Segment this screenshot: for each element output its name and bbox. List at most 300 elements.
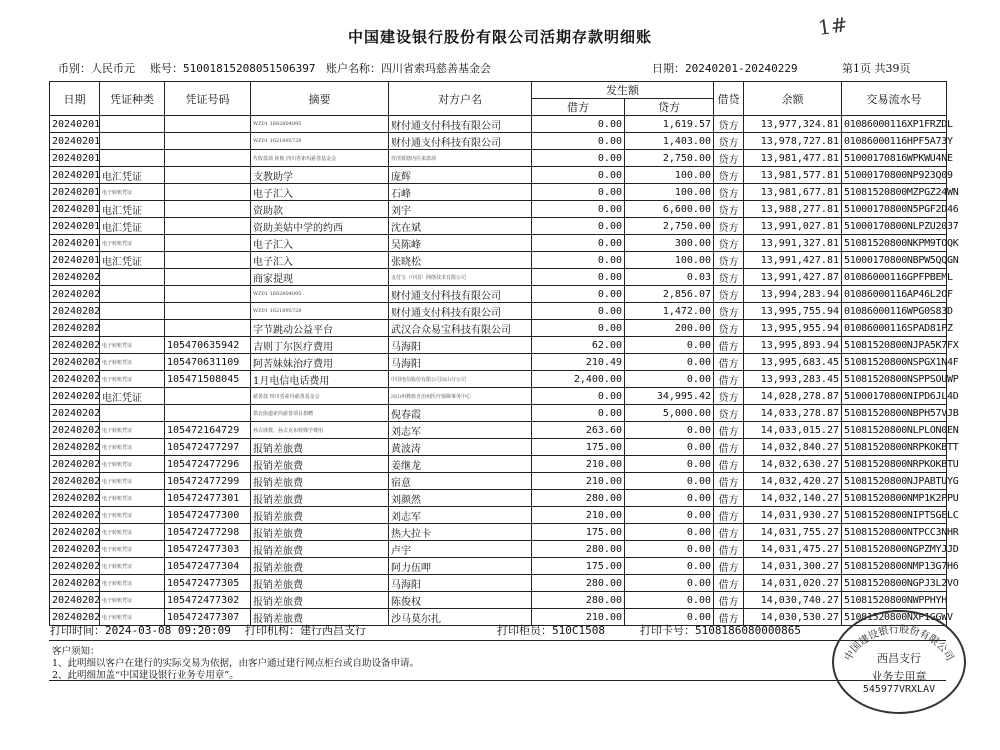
cell-balance: 13,978,727.81 [744,133,842,150]
cell-date: 20240202 [50,473,100,490]
cell-flow-no: 51081520800NKPM9TOQK [842,235,947,252]
account-name: 账户名称：四川省索玛慈善基金会 [326,62,491,75]
col-summary: 摘要 [251,82,389,116]
cell-credit: 1,619.57 [625,116,714,133]
cell-voucher-no: 105470631109 [165,354,251,371]
cell-counterparty: 凉山州彝族自治州医疗保障事务中心 [389,388,532,405]
cell-debit: 210.49 [532,354,625,371]
cell-counterparty: 陈俊权 [389,592,532,609]
cell-balance: 13,994,283.94 [744,286,842,303]
date-range: 日期：20240201-20240229 [652,62,798,75]
cell-dc: 贷方 [714,252,744,269]
cell-credit: 0.00 [625,558,714,575]
cell-voucher-no: 105470635942 [165,337,251,354]
cell-dc: 贷方 [714,150,744,167]
cell-counterparty: 武汉合众易宝科技有限公司 [389,320,532,337]
cell-date: 20240201 [50,201,100,218]
table-row [50,133,947,150]
cell-credit: 0.03 [625,269,714,286]
cell-credit: 0.00 [625,490,714,507]
cell-flow-no: 01086000116WPG0S83D [842,303,947,320]
table-row [50,388,947,405]
cell-counterparty: 马海阳 [389,575,532,592]
table-row [50,167,947,184]
cell-summary: 商家提现 [251,269,389,286]
cell-debit: 175.00 [532,439,625,456]
cell-flow-no: 51081520800NBPH57VJB [842,405,947,422]
table-row [50,303,947,320]
cell-flow-no: 51000170800NIPD6JL4D [842,388,947,405]
cell-debit: 210.00 [532,473,625,490]
cell-voucher-type: 电子转账凭证 [100,507,165,524]
cell-voucher-type [100,269,165,286]
cell-summary: 1月电信电话费用 [251,371,389,388]
seal-use: 业务专用章 [871,670,927,683]
cell-dc: 借方 [714,541,744,558]
cell-voucher-no: 105472477299 [165,473,251,490]
note-2: 2、此明细加盖“中国建设银行业务专用章”。 [52,670,239,681]
table-row [50,422,947,439]
cell-credit: 0.00 [625,422,714,439]
cell-credit: 0.00 [625,541,714,558]
cell-voucher-type: 电汇凭证 [100,201,165,218]
cell-counterparty: 卢宇 [389,541,532,558]
cell-balance: 13,981,477.81 [744,150,842,167]
cell-voucher-type: 电子转账凭证 [100,354,165,371]
cell-voucher-type: 电子转账凭证 [100,609,165,626]
statement-table [49,81,959,626]
cell-debit: 210.00 [532,609,625,626]
cell-counterparty: 庞辉 [389,167,532,184]
cell-summary: 拱北街道索玛慈善项目捐赠 [251,405,389,422]
cell-debit: 280.00 [532,490,625,507]
cell-voucher-type: 电子转账凭证 [100,541,165,558]
cell-date: 20240201 [50,150,100,167]
cell-dc: 借方 [714,354,744,371]
cell-dc: 借方 [714,456,744,473]
cell-flow-no: 51081520800MZPGZ24WN [842,184,947,201]
cell-debit: 0.00 [532,133,625,150]
seal-branch: 西昌支行 [877,652,921,665]
col-date: 日期 [50,82,100,116]
cell-debit: 0.00 [532,201,625,218]
cell-dc: 贷方 [714,167,744,184]
cell-debit: 0.00 [532,303,625,320]
cell-credit: 5,000.00 [625,405,714,422]
cell-credit: 0.00 [625,592,714,609]
page-indicator: 第1页 共39页 [842,62,911,75]
table-row [50,405,947,422]
col-debit: 借方 [532,99,625,116]
cell-credit: 0.00 [625,337,714,354]
cell-voucher-no [165,184,251,201]
cell-balance: 13,995,955.94 [744,320,842,337]
cell-date: 20240202 [50,388,100,405]
cell-voucher-type [100,303,165,320]
cell-dc: 借方 [714,507,744,524]
cell-credit: 34,995.42 [625,388,714,405]
cell-counterparty: 阿力伍呷 [389,558,532,575]
cell-date: 20240202 [50,439,100,456]
cell-debit: 0.00 [532,167,625,184]
cell-balance: 13,995,683.45 [744,354,842,371]
cell-voucher-type: 电子转账凭证 [100,456,165,473]
cell-counterparty: 热大拉卡 [389,524,532,541]
cell-summary: WZ01 1682804895 [251,286,389,303]
cell-dc: 借方 [714,422,744,439]
cell-dc: 贷方 [714,303,744,320]
col-voucher-no: 凭证号码 [165,82,251,116]
print-time: 打印时间：2024-03-08 09:20:09 [50,624,231,637]
cell-summary: 电子汇入 [251,235,389,252]
cell-voucher-type: 电汇凭证 [100,388,165,405]
cell-voucher-type: 电汇凭证 [100,252,165,269]
cell-debit: 210.00 [532,507,625,524]
cell-flow-no: 51000170800NP923Q09 [842,167,947,184]
cell-balance: 13,988,277.81 [744,201,842,218]
cell-summary: 慈善款 四川省索玛慈善基金会 [251,388,389,405]
cell-balance: 13,977,324.81 [744,116,842,133]
cell-balance: 13,991,427.87 [744,269,842,286]
cell-counterparty: 刘颜然 [389,490,532,507]
cell-dc: 借方 [714,575,744,592]
cell-dc: 贷方 [714,269,744,286]
cell-voucher-no: 105472477301 [165,490,251,507]
cell-voucher-no: 105472477307 [165,609,251,626]
cell-counterparty: 马海阳 [389,337,532,354]
table-row [50,252,947,269]
cell-summary: 电子汇入 [251,184,389,201]
cell-voucher-no: 105471508045 [165,371,251,388]
table-row [50,456,947,473]
table-row [50,490,947,507]
cell-date: 20240201 [50,184,100,201]
cell-credit: 2,750.00 [625,150,714,167]
cell-balance: 14,031,475.27 [744,541,842,558]
cell-flow-no: 01086000116GPFPBEML [842,269,947,286]
table-row [50,201,947,218]
col-amount-group: 发生额 [532,82,714,99]
table-row [50,354,947,371]
cell-voucher-type: 电汇凭证 [100,167,165,184]
cell-voucher-no: 105472477303 [165,541,251,558]
cell-date: 20240202 [50,575,100,592]
table-row [50,218,947,235]
cell-voucher-no: 105472477298 [165,524,251,541]
cell-summary: 资助款 [251,201,389,218]
cell-flow-no: 51081520800NMP1K2PPU [842,490,947,507]
cell-flow-no: 51000170800N5PGF2D46 [842,201,947,218]
cell-debit: 210.00 [532,456,625,473]
cell-balance: 13,995,755.94 [744,303,842,320]
handwritten-mark: 1# [816,12,850,40]
table-row [50,541,947,558]
cell-flow-no: 01086000116AP46L2OF [842,286,947,303]
note-1: 1、此明细以客户在建行的实际交易为依据，由客户通过建行网点柜台或自助设备申请。 [52,658,420,669]
cell-counterparty: 中国电信股份有限公司凉山分公司 [389,371,532,388]
cell-date: 20240202 [50,303,100,320]
cell-counterparty: 黄波涛 [389,439,532,456]
cell-flow-no: 51081520800NGPZMYJJD [842,541,947,558]
cell-flow-no: 51000170800NLPZU2037 [842,218,947,235]
col-counterparty: 对方户名 [389,82,532,116]
cell-debit: 0.00 [532,150,625,167]
cell-balance: 14,032,630.27 [744,456,842,473]
cell-voucher-type: 电子转账凭证 [100,558,165,575]
cell-debit: 62.00 [532,337,625,354]
cell-date: 20240201 [50,133,100,150]
cell-voucher-type [100,133,165,150]
cell-debit: 0.00 [532,269,625,286]
cell-credit: 0.00 [625,507,714,524]
cell-credit: 300.00 [625,235,714,252]
col-voucher-type: 凭证种类 [100,82,165,116]
cell-debit: 0.00 [532,218,625,235]
cell-credit: 100.00 [625,184,714,201]
cell-balance: 14,030,530.27 [744,609,842,626]
cell-summary: 孙古坡教、孙古克布特殊学费用 [251,422,389,439]
cell-summary: 吉则丁尔医疗费用 [251,337,389,354]
cell-dc: 贷方 [714,235,744,252]
cell-voucher-no: 105472477296 [165,456,251,473]
cell-counterparty: 宿意 [389,473,532,490]
cell-summary: WZ01 1621895728 [251,133,389,150]
cell-counterparty: 财付通支付科技有限公司 [389,303,532,320]
cell-summary: 代收款项 转账 四川省索玛慈善基金会 [251,150,389,167]
table-row [50,524,947,541]
cell-dc: 借方 [714,473,744,490]
cell-voucher-no [165,218,251,235]
col-dc: 借贷 [714,82,744,116]
cell-voucher-no [165,405,251,422]
cell-balance: 13,981,677.81 [744,184,842,201]
cell-counterparty: 沙马莫尔扎 [389,609,532,626]
cell-voucher-no [165,303,251,320]
cell-credit: 100.00 [625,252,714,269]
cell-date: 20240202 [50,405,100,422]
cell-balance: 14,028,278.87 [744,388,842,405]
cell-dc: 借方 [714,592,744,609]
cell-voucher-type: 电汇凭证 [100,218,165,235]
cell-date: 20240202 [50,371,100,388]
table-row [50,150,947,167]
cell-flow-no: 51081520800NTPCC3NHR [842,524,947,541]
cell-date: 20240202 [50,609,100,626]
cell-counterparty: 刘志军 [389,507,532,524]
table-row [50,337,947,354]
cell-summary: 电子汇入 [251,252,389,269]
cell-summary: 报销差旅费 [251,541,389,558]
cell-credit: 0.00 [625,439,714,456]
cell-credit: 0.00 [625,524,714,541]
cell-credit: 0.00 [625,609,714,626]
cell-balance: 13,995,893.94 [744,337,842,354]
cell-debit: 280.00 [532,541,625,558]
cell-summary: 报销差旅费 [251,439,389,456]
cell-summary: 支教助学 [251,167,389,184]
cell-summary: 报销差旅费 [251,558,389,575]
account-number: 账号：51001815208051506397 [150,62,316,75]
table-row [50,320,947,337]
cell-date: 20240201 [50,235,100,252]
table-row [50,507,947,524]
cell-date: 20240202 [50,354,100,371]
col-credit: 贷方 [625,99,714,116]
cell-credit: 2,750.00 [625,218,714,235]
cell-flow-no: 51081520800NXP1GGWV [842,609,947,626]
cell-dc: 贷方 [714,218,744,235]
cell-counterparty: 石峰 [389,184,532,201]
cell-counterparty: 马海阳 [389,354,532,371]
cell-voucher-type: 电子转账凭证 [100,575,165,592]
cell-summary: 报销差旅费 [251,524,389,541]
cell-summary: 字节跳动公益平台 [251,320,389,337]
cell-date: 20240202 [50,507,100,524]
table-row [50,286,947,303]
cell-voucher-no: 105472164729 [165,422,251,439]
cell-date: 20240202 [50,592,100,609]
cell-balance: 14,033,015.27 [744,422,842,439]
cell-credit: 6,600.00 [625,201,714,218]
cell-debit: 0.00 [532,235,625,252]
cell-credit: 0.00 [625,473,714,490]
cell-voucher-type: 电子转账凭证 [100,473,165,490]
cell-dc: 贷方 [714,405,744,422]
cell-date: 20240201 [50,252,100,269]
cell-counterparty: 支付宝（中国）网络技术有限公司 [389,269,532,286]
table-row [50,269,947,286]
cell-flow-no: 01086000116SPAD81PZ [842,320,947,337]
cell-voucher-no: 105472477302 [165,592,251,609]
cell-debit: 0.00 [532,405,625,422]
cell-dc: 借方 [714,337,744,354]
cell-debit: 0.00 [532,116,625,133]
divider [49,680,946,681]
cell-counterparty: 姜继龙 [389,456,532,473]
currency: 币别：人民币元 [58,62,135,75]
cell-summary: 报销差旅费 [251,456,389,473]
cell-date: 20240202 [50,422,100,439]
seal-code: 545977VRXLAV [862,684,936,695]
cell-dc: 贷方 [714,133,744,150]
cell-debit: 263.60 [532,422,625,439]
cell-counterparty: 沈在斌 [389,218,532,235]
cell-flow-no: 51081520800NSPGX1N4F [842,354,947,371]
cell-dc: 贷方 [714,388,744,405]
cell-balance: 14,031,755.27 [744,524,842,541]
cell-voucher-type [100,405,165,422]
cell-voucher-no: 105472477305 [165,575,251,592]
cell-flow-no: 51081520800NGPJ3L2VO [842,575,947,592]
cell-voucher-no [165,269,251,286]
cell-date: 20240202 [50,541,100,558]
svg-text:中国建设银行股份有限公司: 中国建设银行股份有限公司 [842,624,956,663]
cell-voucher-no [165,133,251,150]
cell-dc: 借方 [714,524,744,541]
cell-date: 20240201 [50,116,100,133]
cell-debit: 175.00 [532,558,625,575]
cell-dc: 贷方 [714,286,744,303]
cell-flow-no: 01086000116XP1FRZDL [842,116,947,133]
cell-counterparty: 刘宇 [389,201,532,218]
cell-voucher-no: 105472477300 [165,507,251,524]
cell-flow-no: 51081520800NJPABTUYG [842,473,947,490]
statement-title: 中国建设银行股份有限公司活期存款明细账 [347,28,652,46]
table-row [50,473,947,490]
cell-balance: 13,991,327.81 [744,235,842,252]
cell-voucher-no [165,252,251,269]
cell-flow-no: 51081520800NLPLON0EN [842,422,947,439]
cell-debit: 175.00 [532,524,625,541]
cell-balance: 13,981,577.81 [744,167,842,184]
cell-date: 20240202 [50,456,100,473]
cell-counterparty: 财付通支付科技有限公司 [389,286,532,303]
divider [49,640,946,641]
cell-voucher-no [165,116,251,133]
cell-balance: 14,032,420.27 [744,473,842,490]
cell-date: 20240201 [50,167,100,184]
cell-balance: 13,993,283.45 [744,371,842,388]
cell-counterparty: 财付通支付科技有限公司 [389,116,532,133]
cell-dc: 贷方 [714,320,744,337]
cell-flow-no: 51000170800NBPW5QQGN [842,252,947,269]
cell-credit: 200.00 [625,320,714,337]
cell-flow-no: 51081520800NMP13G7H6 [842,558,947,575]
table-row [50,575,947,592]
print-counter: 打印柜员：510C1508 [497,624,605,637]
cell-date: 20240202 [50,558,100,575]
cell-summary: 报销差旅费 [251,507,389,524]
table-row [50,592,947,609]
cell-voucher-type: 电子转账凭证 [100,337,165,354]
cell-summary: 资助美姑中学的约西 [251,218,389,235]
cell-credit: 1,403.00 [625,133,714,150]
cell-balance: 14,031,300.27 [744,558,842,575]
cell-voucher-no [165,235,251,252]
cell-summary: 报销差旅费 [251,473,389,490]
cell-summary: 报销差旅费 [251,592,389,609]
cell-summary: 报销差旅费 [251,609,389,626]
cell-voucher-no: 105472477297 [165,439,251,456]
cell-credit: 0.00 [625,575,714,592]
cell-counterparty: 刘志军 [389,422,532,439]
cell-date: 20240202 [50,320,100,337]
cell-voucher-type [100,286,165,303]
cell-date: 20240202 [50,524,100,541]
cell-flow-no: 51081520800NIPTSGELC [842,507,947,524]
cell-counterparty: 倪春霞 [389,405,532,422]
cell-balance: 13,991,027.81 [744,218,842,235]
cell-dc: 借方 [714,490,744,507]
cell-voucher-type: 电子转账凭证 [100,524,165,541]
cell-dc: 借方 [714,609,744,626]
cell-voucher-type: 电子转账凭证 [100,235,165,252]
cell-voucher-no: 105472477304 [165,558,251,575]
table-row [50,184,947,201]
cell-credit: 0.00 [625,456,714,473]
cell-debit: 280.00 [532,592,625,609]
cell-debit: 0.00 [532,286,625,303]
cell-voucher-no [165,286,251,303]
cell-dc: 贷方 [714,116,744,133]
cell-flow-no: 51081520800NRPKOKBTT [842,439,947,456]
cell-credit: 100.00 [625,167,714,184]
cell-voucher-no [165,201,251,218]
cell-summary: 阿苦妹妹治疗费用 [251,354,389,371]
cell-summary: WZ01 1682804895 [251,116,389,133]
cell-flow-no: 51081520800NSPPSOUWP [842,371,947,388]
cell-counterparty: 吴陈峰 [389,235,532,252]
